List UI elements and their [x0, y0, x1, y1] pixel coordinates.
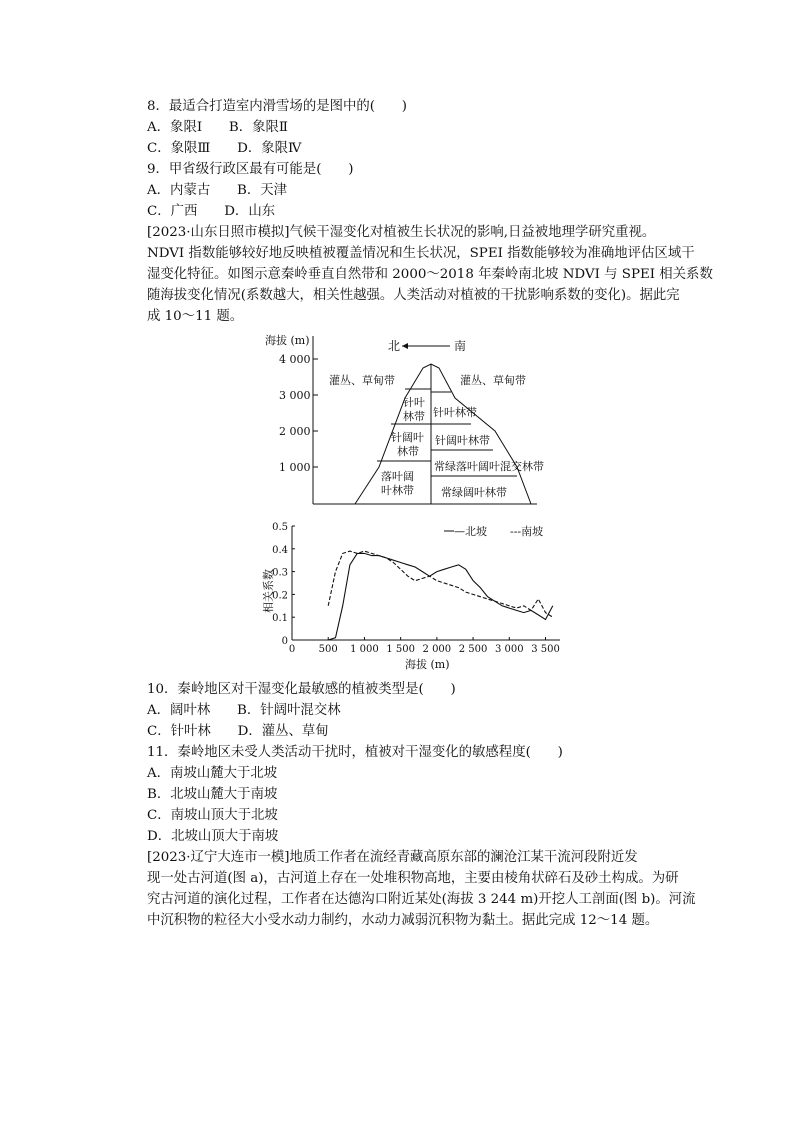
question-9-stem: 9．甲省级行政区最有可能是( ): [147, 162, 354, 177]
chart-y-tick-label: 0.5: [272, 522, 288, 533]
passage1-line: NDVI 指数能够较好地反映植被覆盖情况和生长状况，SPEI 指数能够较为准确地评估区域干: [147, 246, 695, 261]
south-zone-label: 灌丛、草甸带: [460, 374, 526, 387]
zone-y-tick-label: 3 000: [279, 389, 311, 402]
question-8-options-row2: C．象限Ⅲ D．象限Ⅳ: [147, 141, 302, 156]
north-zone-label: 叶林带: [381, 484, 414, 497]
south-label: 南: [454, 339, 467, 353]
north-slope-line: [328, 553, 553, 640]
passage1-line: 随海拔变化情况(系数越大，相关性越强。人类活动对植被的干扰影响系数的变化)。据此完: [147, 288, 680, 303]
zone-y-ticks: [279, 353, 318, 474]
chart-x-tick-label: 2 500: [458, 644, 488, 655]
chart-y-tick-label: 0.4: [272, 544, 288, 556]
chart-axes: [272, 522, 560, 655]
south-zone-label: 针阔叶林带: [435, 434, 490, 447]
chart-y-tick-label: 0: [281, 636, 288, 647]
passage2-line: 究古河道的演化过程，工作者在达德沟口附近某处(海拔 3 244 m)开挖人工剖面(图 b)。河流: [147, 892, 696, 907]
north-arrowhead: [402, 343, 408, 349]
legend-south-slope: ---南坡: [510, 525, 544, 538]
chart-y-tick-label: 0.1: [272, 613, 288, 625]
question-11-option: B．北坡山麓大于南坡: [147, 787, 278, 802]
legend-north-slope: —北坡: [454, 525, 487, 538]
chart-y-tick-label: 0.2: [272, 590, 288, 602]
question-10-options-row2: C．针叶林 D．灌丛、草甸: [147, 724, 329, 739]
question-11-option: C．南坡山顶大于北坡: [147, 808, 278, 823]
chart-x-tick-label: 0: [288, 644, 296, 655]
question-8-stem: 8．最适合打造室内滑雪场的是图中的( ): [147, 99, 407, 114]
chart-x-tick-label: 1 500: [386, 644, 415, 655]
question-11-option: D．北坡山顶大于南坡: [147, 829, 279, 844]
chart-y-tick-label: 0.3: [272, 567, 288, 579]
passage2-line: 中沉积物的粒径大小受水动力制约，水动力减弱沉积物为黏土。据此完成 12～14 题。: [147, 913, 659, 928]
chart-x-tick-label: 1 000: [350, 644, 379, 655]
north-zone-label: 林带: [403, 410, 425, 423]
north-zone-label: 林带: [397, 445, 419, 458]
chart-x-axis-label: 海拔 (m): [405, 658, 450, 671]
zone-y-tick-label: 2 000: [279, 425, 311, 438]
passage1-line: [2023·山东日照市模拟]气候干湿变化对植被生长状况的影响,日益被地理学研究重视。: [147, 225, 656, 240]
question-8-options-row1: A．象限Ⅰ B．象限Ⅱ: [147, 120, 289, 135]
question-11-option: A．南坡山麓大于北坡: [147, 766, 278, 781]
zone-y-axis-label: 海拔 (m): [265, 334, 310, 347]
chart-x-tick-label: 3 500: [531, 644, 560, 655]
passage2-line: 现一处古河道(图 a)，古河道上存在一处堆积物高地，主要由棱角状碎石及砂土构成。为研: [147, 871, 679, 886]
zone-y-tick-label: 1 000: [279, 461, 311, 474]
passage1-line: 湿变化特征。如图示意秦岭垂直自然带和 2000～2018 年秦岭南北坡 NDVI 与 SPEI 相关系数: [147, 267, 713, 282]
chart-lines: [328, 531, 553, 640]
question-10-stem: 10．秦岭地区对干湿变化最敏感的植被类型是( ): [147, 682, 456, 697]
correlation-line-chart: [258, 516, 568, 674]
question-10-options-row1: A．阔叶林 B．针阔叶混交林: [147, 703, 341, 718]
south-zone-label: 常绿落叶阔叶混交林带: [434, 460, 544, 473]
south-zone-label: 常绿阔叶林带: [441, 486, 507, 499]
south-zone-label: 针叶林带: [433, 406, 477, 419]
qinling-vertical-zones-figure: [255, 328, 545, 508]
chart-x-tick-label: 2 000: [422, 644, 452, 655]
zone-y-tick-label: 4 000: [279, 353, 311, 366]
question-9-options-row2: C．广西 D．山东: [147, 204, 276, 219]
north-zone-label: 灌丛、草甸带: [329, 374, 395, 387]
north-zone-label: 针阔叶: [391, 431, 424, 444]
chart-y-axis-label: 相关系数: [262, 569, 275, 613]
passage1-line: 成 10～11 题。: [147, 309, 244, 324]
north-zone-label: 针叶: [403, 396, 425, 409]
passage2-line: [2023·辽宁大连市一模]地质工作者在流经青藏高原东部的澜沧江某干流河段附近发: [147, 850, 638, 865]
chart-x-tick-label: 3 000: [494, 644, 524, 655]
south-slope-line: [328, 551, 553, 617]
north-label: 北: [388, 339, 401, 353]
north-zone-label: 落叶阔: [381, 470, 414, 483]
chart-x-tick-label: 500: [318, 644, 338, 655]
question-11-stem: 11．秦岭地区未受人类活动干扰时，植被对干湿变化的敏感程度( ): [147, 745, 563, 760]
question-9-options-row1: A．内蒙古 B．天津: [147, 183, 288, 198]
